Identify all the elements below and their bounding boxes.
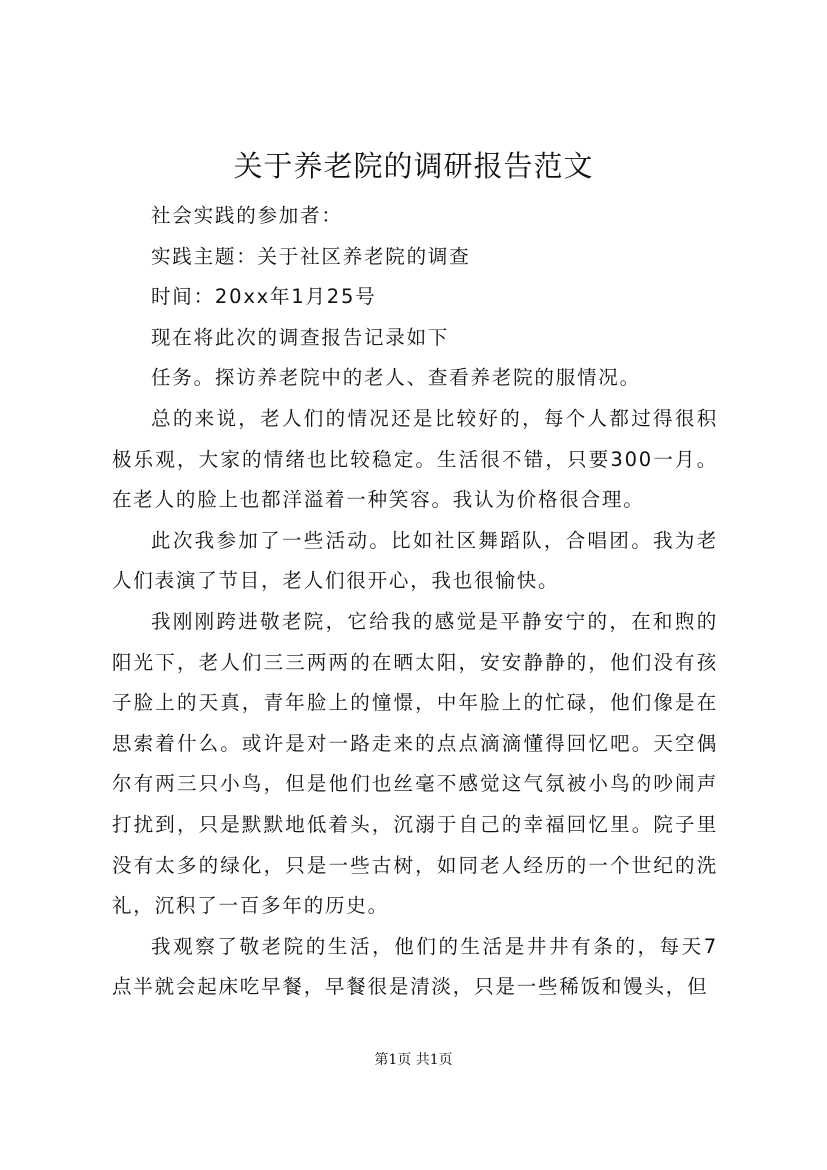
paragraph-task: 任务。探访养老院中的老人、查看养老院的服情况。 bbox=[151, 366, 641, 390]
paragraph-theme: 实践主题：关于社区养老院的调查 bbox=[151, 244, 471, 268]
paragraph-participants: 社会实践的参加者： bbox=[151, 204, 343, 227]
paragraph-daily-life: 我观察了敬老院的生活，他们的生活是井井有条的，每天7点半就会起床吃早餐，早餐很是清淡，只是一些稀饭和馒头，但 bbox=[112, 934, 718, 999]
paragraph-summary: 总的来说，老人们的情况还是比较好的，每个人都过得很积极乐观，大家的情绪也比较稳定。生活很不错，只要300一月。在老人的脸上也都洋溢着一种笑容。我认为价格很合理。 bbox=[112, 406, 718, 512]
paragraph-impression: 我刚刚跨进敬老院，它给我的感觉是平静安宁的，在和煦的阳光下，老人们三三两两的在晒太阳，安安静静的，他们没有孩子脸上的天真，青年脸上的憧憬，中年脸上的忙碌，他们像是在思索着什么。或许是对一路走来的点点滴滴懂得回忆吧。天空偶尔有两三只小鸟，但是他们也丝毫不感觉这气氛被小鸟的吵闹声打扰到，只是默默地低着头，沉溺于自己的幸福回忆里。院子里没有太多的绿化，只是一些古树，如同老人经历的一个世纪的洗礼，沉积了一百多年的历史。 bbox=[112, 609, 718, 918]
page-footer: 第1页 共1页 bbox=[374, 1052, 453, 1068]
paragraph-date: 时间：20xx年1月25号 bbox=[151, 285, 377, 309]
paragraph-intro: 现在将此次的调查报告记录如下 bbox=[151, 325, 450, 349]
document-title: 关于养老院的调研报告范文 bbox=[233, 149, 594, 183]
paragraph-activities: 此次我参加了一些活动。比如社区舞蹈队，合唱团。我为老人们表演了节目，老人们很开心，我也很愉快。 bbox=[112, 528, 718, 593]
document-body bbox=[112, 196, 718, 1008]
